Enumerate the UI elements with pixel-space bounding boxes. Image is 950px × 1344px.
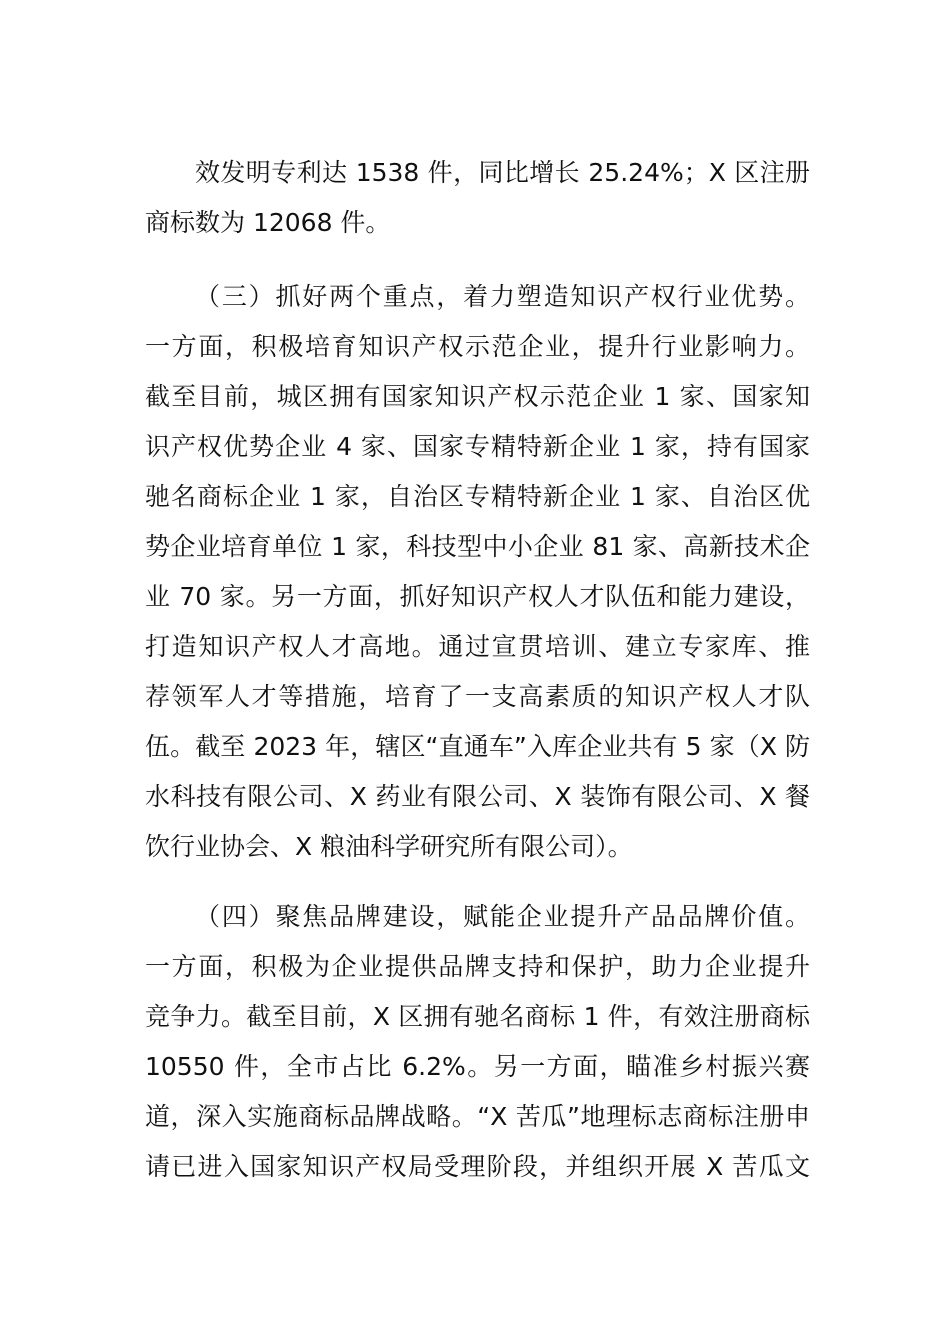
- section-heading-four: （四）聚焦品牌建设，赋能企业提升产品品牌价值。: [195, 902, 810, 931]
- text-line: 道，深入实施商标品牌战略。“X 苦瓜”地理标志商标注册申: [145, 1102, 810, 1131]
- text-line: 伍。截至 2023 年，辖区“直通车”入库企业共有 5 家（X 防: [145, 732, 810, 761]
- paragraph-patent-stats: [145, 148, 810, 248]
- text-line: 截至目前，城区拥有国家知识产权示范企业 1 家、国家知: [145, 382, 810, 411]
- text-line: 10550 件，全市占比 6.2%。另一方面，瞄准乡村振兴赛: [145, 1052, 810, 1081]
- text-line: 势企业培育单位 1 家，科技型中小企业 81 家、高新技术企: [145, 532, 810, 561]
- text-line: 请已进入国家知识产权局受理阶段，并组织开展 X 苦瓜文: [145, 1152, 810, 1181]
- text-line: 效发明专利达 1538 件，同比增长 25.24%；X 区注册: [195, 158, 810, 187]
- text-line: 水科技有限公司、X 药业有限公司、X 装饰有限公司、X 餐: [145, 782, 810, 811]
- text-line: 竞争力。截至目前，X 区拥有驰名商标 1 件，有效注册商标: [145, 1002, 810, 1031]
- text-line: 业 70 家。另一方面，抓好知识产权人才队伍和能力建设，: [145, 582, 810, 611]
- text-line: 识产权优势企业 4 家、国家专精特新企业 1 家，持有国家: [145, 432, 810, 461]
- text-line: 驰名商标企业 1 家，自治区专精特新企业 1 家、自治区优: [145, 482, 810, 511]
- text-line: 饮行业协会、X 粮油科学研究所有限公司）。: [145, 832, 633, 861]
- text-line: 一方面，积极为企业提供品牌支持和保护，助力企业提升: [145, 952, 810, 981]
- text-line: 商标数为 12068 件。: [145, 208, 391, 237]
- text-line: 荐领军人才等措施，培育了一支高素质的知识产权人才队: [145, 682, 810, 711]
- paragraph-section-four: [145, 892, 810, 1192]
- text-line: 一方面，积极培育知识产权示范企业，提升行业影响力。: [145, 332, 810, 361]
- paragraph-section-three: [145, 272, 810, 872]
- section-heading-three: （三）抓好两个重点，着力塑造知识产权行业优势。: [195, 282, 810, 311]
- text-line: 打造知识产权人才高地。通过宣贯培训、建立专家库、推: [145, 632, 810, 661]
